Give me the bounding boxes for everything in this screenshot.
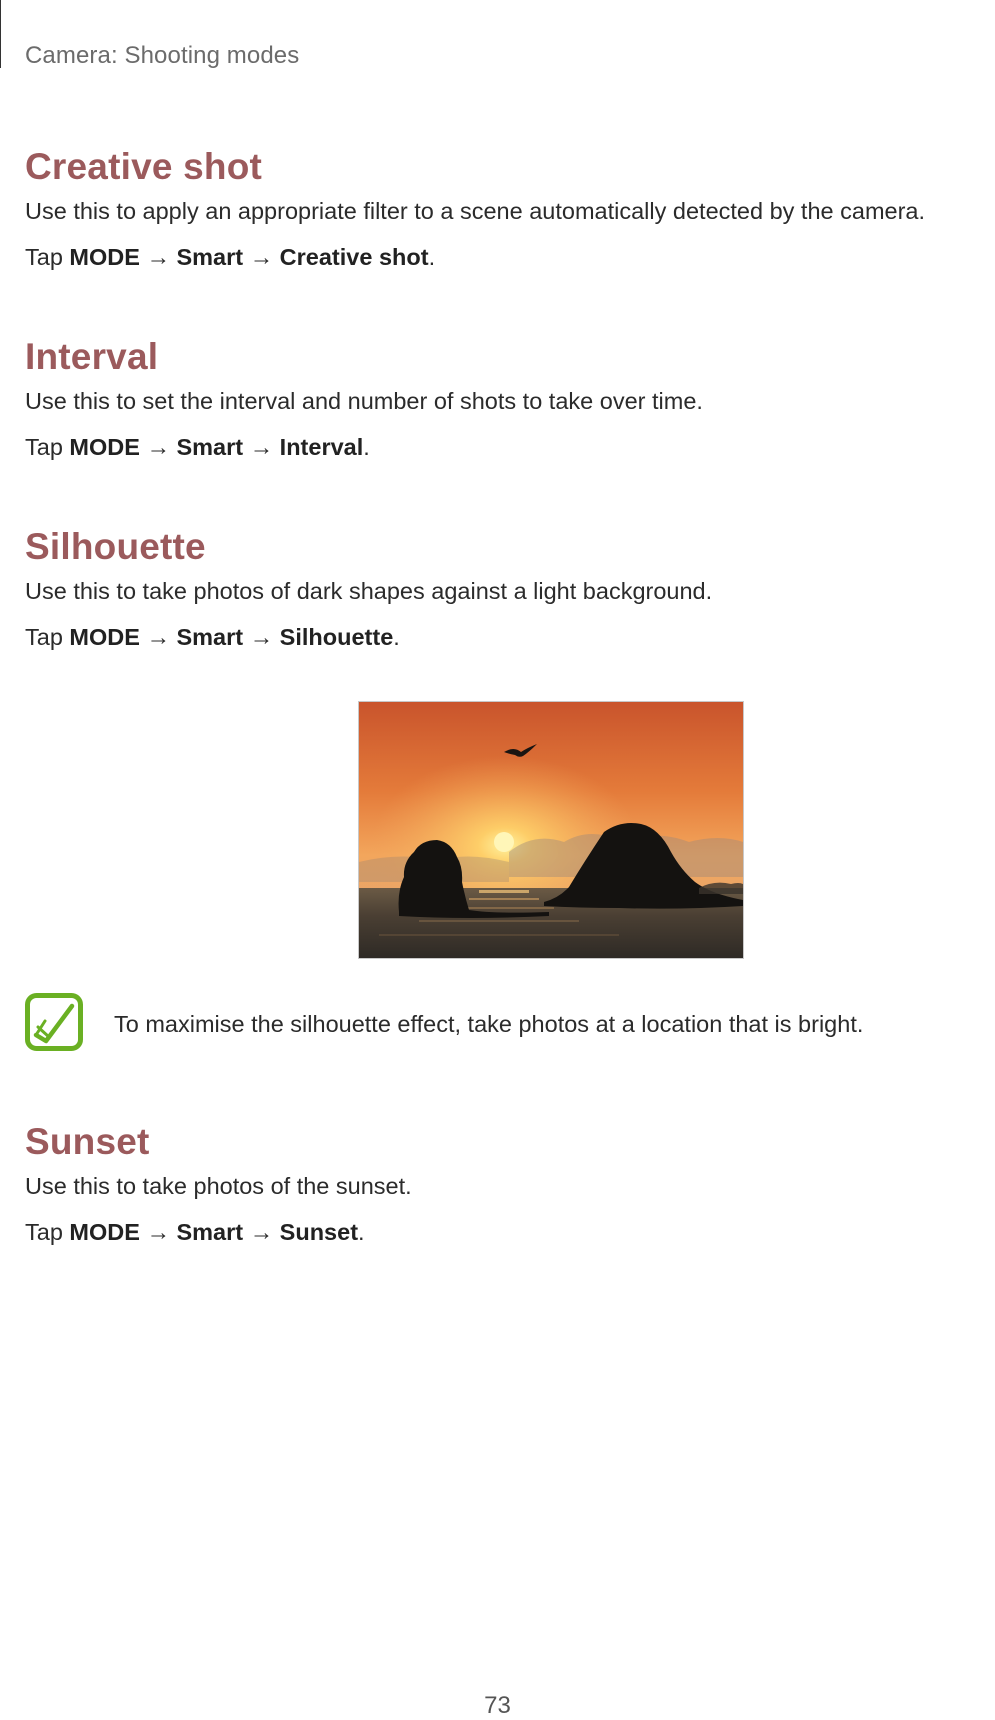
- note-check-icon: [25, 993, 83, 1051]
- section-description: Use this to set the interval and number of shots to take over time.: [25, 388, 703, 414]
- running-header: Camera: Shooting modes: [25, 42, 300, 69]
- section-interval: [25, 335, 985, 462]
- section-creative-shot: [25, 145, 985, 272]
- section-instruction: Tap MODE → Smart → Interval.: [25, 434, 370, 460]
- section-silhouette: [25, 525, 985, 652]
- page-corner-line: [0, 0, 1, 68]
- section-sunset: [25, 1120, 985, 1247]
- section-description: Use this to take photos of the sunset.: [25, 1173, 412, 1199]
- page-number: 73: [484, 1692, 511, 1719]
- sunset-scene-illustration: [359, 702, 743, 958]
- section-title: Interval: [25, 336, 159, 377]
- note-text: To maximise the silhouette effect, take photos at a location that is bright.: [114, 1011, 864, 1037]
- section-description: Use this to apply an appropriate filter to a scene automatically detected by the camera.: [25, 198, 926, 224]
- section-instruction: Tap MODE → Smart → Creative shot.: [25, 244, 436, 270]
- section-instruction: Tap MODE → Smart → Sunset.: [25, 1219, 365, 1245]
- section-title: Creative shot: [25, 146, 263, 187]
- silhouette-example-photo: [358, 701, 744, 959]
- section-title: Sunset: [25, 1121, 150, 1162]
- section-title: Silhouette: [25, 526, 206, 567]
- section-description: Use this to take photos of dark shapes against a light background.: [25, 578, 713, 604]
- section-instruction: Tap MODE → Smart → Silhouette.: [25, 624, 400, 650]
